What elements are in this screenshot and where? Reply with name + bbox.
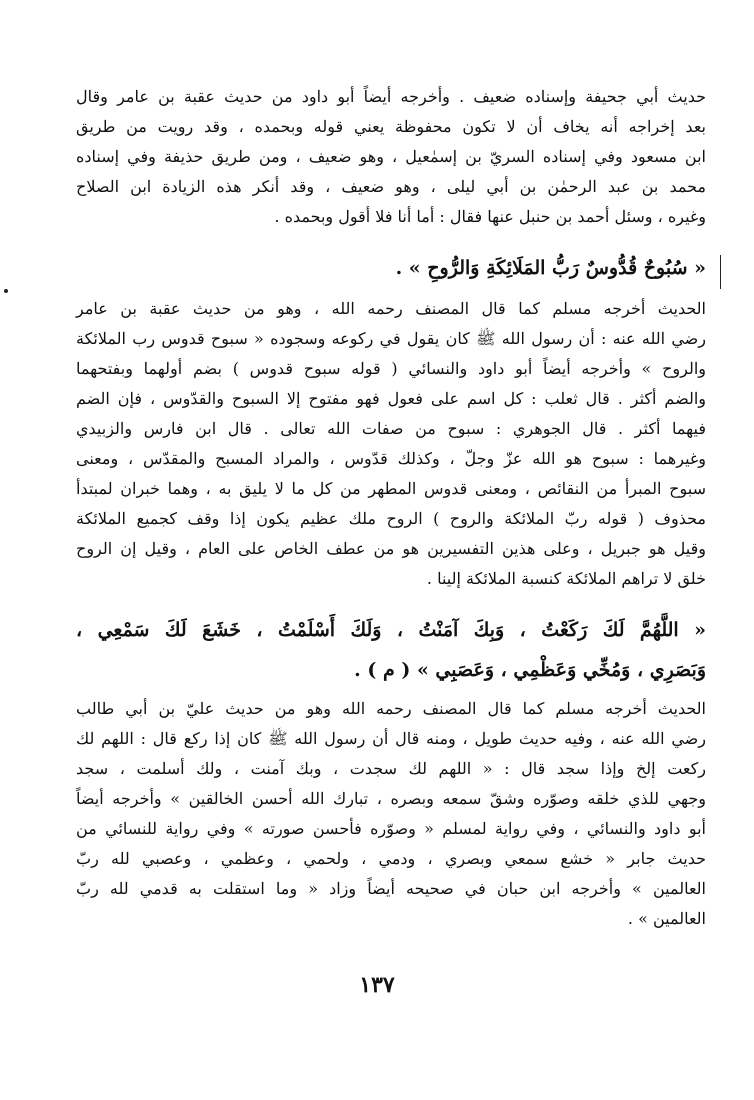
text-line: وقيل هو جبريل ، وعلى هذين التفسيرين هو من عطف الخاص على العام ، وقيل إن الروح — [76, 539, 706, 558]
text-line: رضي الله عنه ، وفيه حديث طويل ، ومنه قال أن رسول الله ﷺ كان إذا ركع قال : اللهم لك — [76, 729, 706, 748]
text-line: رضي الله عنه : أن رسول الله ﷺ كان يقول في ركوعه وسجوده « سبوح قدوس رب الملائكة — [76, 329, 706, 348]
text-line: ركعت إلخ وإذا سجد قال : « اللهم لك سجدت ، وبك آمنت ، ولك أسلمت ، سجد — [76, 759, 706, 778]
text-line: خلق لا تراهم الملائكة كنسبة الملائكة إلينا . — [426, 569, 706, 588]
hadith-heading-2 — [76, 610, 706, 690]
text-line: والضم أكثر . قال ثعلب : كل اسم على فعول فهو مفتوح إلا السبوح والقدّوس ، فإن الضم — [76, 389, 706, 408]
heading-line: « سُبُوحٌ قُدُّوسٌ رَبُّ المَلَائِكَةِ وَالرُّوحِ » . — [395, 257, 706, 279]
text-line: ابن مسعود وفي إسناده السريّ بن إسمٰعيل ، وهو ضعيف ، ومن طريق حذيفة وفي إسناده — [76, 147, 706, 166]
text-line: والروح » وأخرجه أيضاً أبو داود والنسائي ( قوله سبوح قدوس ) بضم أولهما وبفتحهما — [76, 359, 707, 378]
text-line: سبوح المبرأ من النقائص ، ومعنى قدوس المطهر من كل ما لا يليق به ، وهما خبران لمبتدأ — [76, 479, 706, 498]
text-line: وغيره ، وسئل أحمد بن حنبل عنها فقال : أما أنا فلا أقول وبحمده . — [274, 207, 706, 226]
paragraph-3 — [76, 694, 706, 934]
text-line: العالمين » وأخرجه ابن حبان في صحيحه أيضاً وزاد « وما استقلت به قدمي لله ربّ — [76, 879, 706, 898]
text-line: وغيرهما : سبوح هو الله عزّ وجلّ ، وكذلك قدّوس ، والمراد المسبح والمقدّس ، ومعنى — [76, 449, 706, 468]
text-line: الحديث أخرجه مسلم كما قال المصنف رحمه الله ، وهو من حديث عقبة بن عامر — [76, 299, 706, 318]
text-line: حديث جابر « خشع سمعي وبصري ، ودمي ، ولحمي ، وعظمي ، وعصبي لله ربّ — [76, 849, 707, 868]
margin-rule — [720, 255, 721, 289]
text-line: حديث أبي جحيفة وإسناده ضعيف . وأخرجه أيضاً أبو داود من حديث عقبة بن عامر وقال — [76, 87, 706, 106]
text-line: محمد بن عبد الرحمٰن بن أبي ليلى ، وهو ضعيف ، وقد أنكر هذه الزيادة ابن الصلاح — [76, 177, 706, 196]
text-line: فيهما أكثر . قال الجوهري : سبوح من صفات الله تعالى . قال ابن فارس والزبيدي — [76, 419, 706, 438]
hadith-heading-1 — [76, 248, 706, 288]
text-line: محذوف ( قوله ربّ الملائكة والروح ) الروح ملك عظيم يكون إذا وقف كجميع الملائكة — [76, 509, 706, 528]
text-line: أبو داود والنسائي ، وفي رواية لمسلم « وصوّره فأحسن صورته » وفي رواية للنسائي من — [76, 819, 706, 838]
text-line: وجهي للذي خلقه وصوّره وشقّ سمعه وبصره ، تبارك الله أحسن الخالقين » وأخرجه أيضاً — [76, 789, 706, 808]
text-line: الحديث أخرجه مسلم كما قال المصنف رحمه الله وهو من حديث عليّ بن أبي طالب — [76, 699, 706, 718]
text-line: العالمين » . — [627, 909, 706, 928]
heading-line: وَبَصَرِي ، وَمُخِّي وَعَظْمِي ، وَعَصَبِي » ( م ) . — [354, 659, 706, 681]
paragraph-1 — [76, 82, 706, 232]
text-line: بعد إخراجه أنه يخاف أن لا تكون محفوظة يعني قوله وبحمده ، وقد رويت من طريق — [76, 117, 706, 136]
heading-line: « اللَّهُمَّ لَكَ رَكَعْتُ ، وَبِكَ آمَنْتُ ، وَلَكَ أَسْلَمْتُ ، خَشَعَ لَكَ سَمْعِي ، — [76, 619, 706, 641]
margin-mark — [4, 289, 8, 293]
page-body — [76, 82, 706, 934]
page-number: ١٣٧ — [359, 972, 395, 998]
paragraph-2 — [76, 294, 706, 594]
